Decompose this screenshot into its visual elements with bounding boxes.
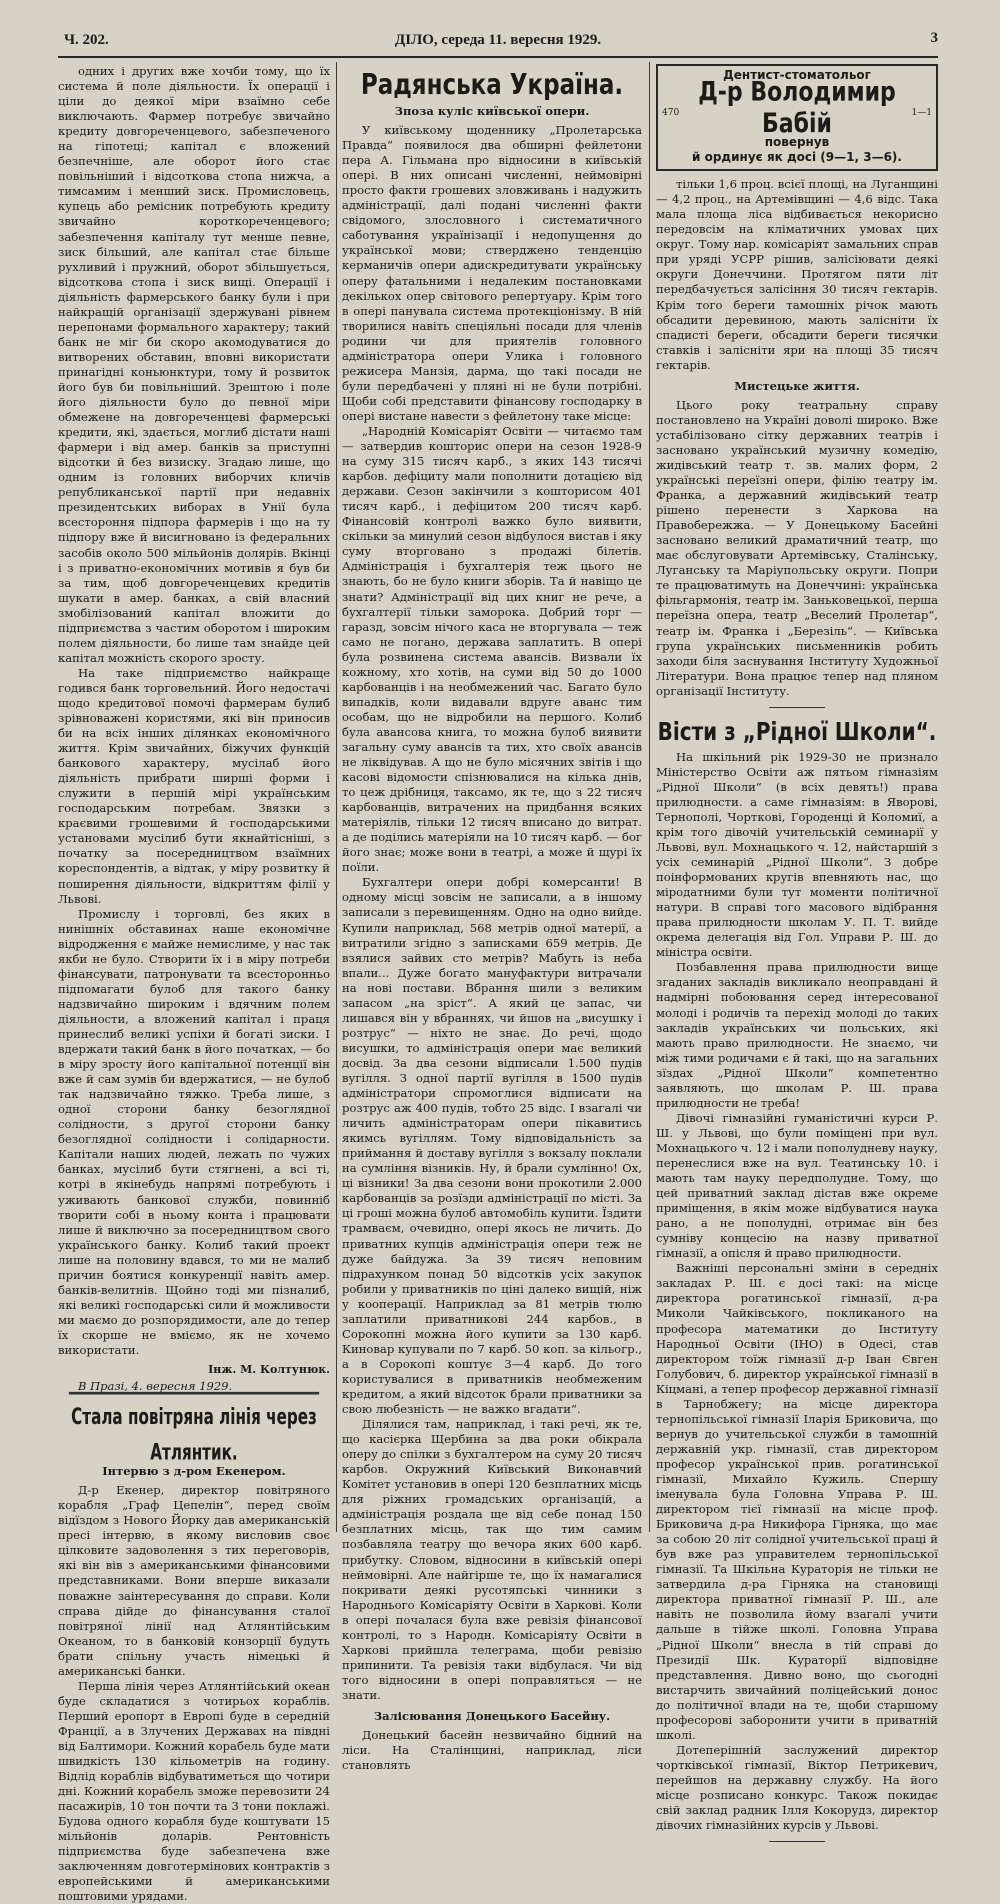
column-divider — [649, 62, 650, 1532]
section-title: Залісювання Донецького Басейну. — [373, 1708, 611, 1723]
article-paragraph: Д-р Екенер, директор повітряного корабля „Граф Цепелін“, перед своїм відїздом з Нового Йорку дав американській пресі інтервю, в якому висловив своє цілковите задоволення з тих переговорів, які він вів з американськими фінансовими представниками. Вони вперше виказали поважне заінтересування до справи. Коли справа дійде до фінансування сталої повітряної лінії над Атлянтійським Океаном, то в банковій конзорції будуть брати спільну участь німецькі й американські банки. — [58, 1483, 330, 1678]
article-paragraph: Цього року театральну справу постановлено на Україні доволі широко. Вже устабілізовано сітку державних театрів і засновано український музичну комедію, жидівський театр т. зв. малих форм, 2 українські переїзні опери, філію театру ім. Франка, а державний жидівський театр рішено перенести з Харкова на Правобережжа. — У Донецькому Басейні засновано великий драматичний театр, що має обслуговувати Артемівську, Сталінську, Луганську та Маріупольську округи. Попри те працюватимуть на Донеччині: українська фільгармонія, театр ім. Заньковецької, перша переїзна опера, театр „Веселий Пролетар“, театр ім. Франка і „Березіль“. — Київська група українських письменників робить заходи біля заснування Інституту Художньої Літератури. Вона працює тепер над пляном організації Інституту. — [656, 397, 938, 698]
article-paragraph: одних і других вже хочби тому, що їх система й поле діяльности. Їх операції і ціли до деякої міри взаїмно себе виключають. Фармер потребує звичайно кредиту довгореченцевого, забезпеченого на гіпотеці; капітал є вложений безпечніше, але оборот його стає повільніший і відсоткова стопа нижча, а тимсамим і менший зиск. Промисловець, купець або ремісник потребують кредиту звичайно короткореченцевого; забезпечення капіталу тут менше певне, зиск більший, але капітал стає більше рухливий і пружний, оборот збільшується, відсоткова стопа і зиск вищі. Операції і діяльність фармерського банку були і при найкращій організації здержувані рівнем перепонами формального характеру; такий банк не міг би скоро акомодуватися до витворених обставин, вповні використати принагідні коньюнктури, тому й розвиток його був би повільніший. Зрештою і поле його діяльности було до певної міри обмежене на довгореченцеві фармерські кредити, які, здається, моглиб дістати наші фармери і від амер. банків за приступні відсотки й без визиску. Згадаю лише, що одним із головних виборчих кличів републиканської партії при недавніх президентських виборах в Унії була всестороння підпора фармерів і що на ту підпору вже й висигновано із федеральних засобів около 500 мільйонів долярів. Вкінці і з приватно-економічних мотивів я був би за тим, щоб довгореченцевих кредитів шукати в амер. банках, а свій власний змобілізований капітал вложити до підприємства з частим оборотом і широким полем діяльности, бо лише там знайде цей капітал можність скорого зросту. — [58, 64, 330, 665]
article-subhead: Інтервю з д-ром Екенером. — [102, 1464, 286, 1479]
ad-number: 1—1 — [911, 108, 932, 118]
column-1 — [58, 64, 330, 1904]
article-paragraph: „Народній Комісаріят Освіти — читаємо там — затвердив кошторис опери на сезон 1928-9 на суму 315 тисяч карб., з яких 143 тисячі карбов. дефіциту мали пополнити дотацією від держави. Сезон закінчили з кошторисом 401 тисяч карб., і дефіцитом 200 тисяч карб. Фінансовій контролі важко було виявити, скільки за минулий сезон відбулося вистав і яку суму вторговано з продажі білетів. Адміністрація і бухгалтерія теж цього не знають, бо не було книги зборів. Та й навіщо це знати? Адміністрації від цих книг не рече, а бухгалтерії тільки заморока. Добрий торг — гаразд, зовсім нічого каса не вторгувала — теж само не погано, держава заплатить. В опері була розвинена система авансів. Визвали їх кожному, хто хотів, на суми від 50 до 1000 карбованців і на необмежений час. Багато було випадків, коли видавали вдруге аванс тим особам, що не відробили на першого. Колиб була авансова книга, то можна булоб виявити загальну суму авансів та тих, хто своїх авансів не ліквідував. А що не було місячних звітів і що касові відомости спізнювалися на кілька днів, то цеж дрібниця, таксамо, як те, що з 22 тисяч карбованців, витрачених на придбання всяких матеріялів, тільки 12 тисяч вписано до витрат. а де поділись матеріяли на 10 тисяч карб. — бог його знає; може вони в театрі, а може й щурі їх поїли. — [342, 423, 642, 875]
issue-number: Ч. 202. — [64, 32, 109, 48]
page-number: 3 — [930, 30, 938, 46]
article-headline: Радянська Україна. — [360, 68, 624, 102]
ad-number: 470 — [662, 108, 680, 118]
separator-rule — [769, 707, 825, 708]
article-paragraph: тільки 1,6 проц. всієї площі, на Луганщині — 4,2 проц., на Артемівщині — 4,6 відс. Така мала площа ліса відбивається некорисно передовсім на кліматичних умовах цих округ. Тому нар. комісаріят замальних справ при уряді УСРР рішив, залісіювати деякі округи Донеччини. Протягом пяти літ передбачується залісіння 30 тисяч гектарів. Крім того береги тамошніх річок мають обсадити деревиною, мають залісніти їх спадисті береги, обсадити береги тисячки ставків і залісніти яри на площі 35 тисяч гектарів. — [656, 177, 938, 372]
article-paragraph: Бухгалтери опери добрі комерсанти! В одному місці зовсім не записали, а в іншому записали з перевищенням. Одно на одно вийде. Купили наприклад, 568 метрів одної матерії, а витратили згідно з записками 659 метрів. Де взялися зайвих сто метрів? Мабуть із неба впали... Дуже богато мануфактури витрачали на нові постави. Вбрання шили з великим запасом „на зріст“. А який це запас, чи лишався він у вбраннях, чи йшов на „висушку і розтрус“ — ніхто не знає. До речі, щодо висушки, то адміністрація опери має великий досвід. За два сезони відписали 1.500 пудів вугілля. З одної партії вугілля в 1500 пудів адміністратори спромоглися відписати на розтрус аж 400 пудів, тобто 25 відс. І взагалі чи личить адміністраторам опери пікавитись якимсь вугіллям. Тому відповідальність за приймання й доставу вугілля з вокзалу поклали на сумління візників. Ну, й брали сумлінно! Ох, ці візники! За два сезони вони прокотили 2.000 карбованців за розїзди адміністрації по місті. За ці гроші можна булоб автомобіль купити. Їздити трамваєм, очевидно, опері якось не личить. До приватних купців адміністрація опери теж не дуже байдужа. За 39 тисяч неповним підрахунком понад 50 відсотків усіх закупок робили у приватників по ціні далеко вищій, ніж у кооперації. Наприклад за 81 метрів тюлю заплатили приватникові 244 карбов., в Сорокопні можна його купити за 130 карб. Киновар купували по 7 карб. 50 коп. за кільогр., а в Сорокопі коштує 3—4 карб. До того користувалися в приватників необмеженим кредитом, а який відсоток брали приватники за свою любезність — не важко вгадати“. — [342, 875, 642, 1417]
article-paragraph: Дівочі гімназійні гуманістичні курси Р. Ш. у Львові, що були поміщені при вул. Мохнацького ч. 12 і мали пополудневу науку, перенеслися вже на вул. Театинську 10. і мають там науку передполудне. Тому, що цей приватний заклад дістав вже окреме приміщення, в якім може відбуватися наука рано, а не пополудні, отримає він без сумніву концесію на назву приватної гімназії, а опісля й право прилюдности. — [656, 1110, 938, 1261]
masthead-rule — [58, 56, 938, 58]
article-paragraph: Донецький басейн незвичайно бідний на ліси. На Сталінщині, наприклад, ліси становлять — [342, 1728, 642, 1773]
ad-line: й ординує як досі (9—1, 3—6). — [692, 150, 902, 165]
ad-kicker: Дентист-стоматольог — [723, 68, 871, 82]
article-paragraph: Дотеперішній заслужений директор чортківської гімназії, Віктор Петрикевич, перейшов на державну службу. На його місце розписано конкурс. Також покидає свій заклад радник Ілля Кокорудз, директор дівочих гімназійних курсів у Львові. — [656, 1742, 938, 1833]
article-headline: Вісти з „Рідної Школи“. — [657, 715, 937, 746]
dateline: В Празі, 4. вересня 1929. — [78, 1379, 233, 1394]
article-headline: Стала повітряна лінія через Атлянтик. — [69, 1392, 319, 1470]
article-paragraph: На таке підприємство найкраще годився банк торговельний. Його недостачі щодо кредитової помочі фармерам булиб зрівноважені користями, які він приносив би на всіх інших ділянках економічного життя. Крім звичайних, біжучих функцій банкового характеру, мусілаб його діяльність прибрати ширші форми і служити в першій мірі українським господарським потребам. Звязки з краєвими грошевими й господарськими установами мусілиб бути якнайтісніші, з початку за посередництвом взаїмних кореспондентів, а відтак, у міру розвитку й поширення діяльности, відкриттям філії у Львові. — [58, 665, 330, 906]
ad-name: Д-р Володимир Бабій — [698, 77, 896, 140]
article-paragraph: На шкільний рік 1929-30 не признало Міністерство Освіти аж пятьом гімназіям „Рідної Школи“ (в всіх девять!) права прилюдности. а саме гімназіям: в Яворові, Тернополі, Чорткові, Городенці й Коломиї, а крім того дівочій учительській семинарії у Львові, вул. Мохнацького ч. 12, найстаршій з усіх семинарій „Рідної Школи“. З добре поінформованих кругів впевняють нас, що міродатними були тут моменти політичної натури. В справі того масового відібрання права прилюдности школам У. П. Т. вийде окрема делегація від Гол. Управи Р. Ш. до міністра освіти. — [656, 749, 938, 960]
advertisement-box — [656, 64, 938, 171]
article-paragraph: Позбавлення права прилюдности вище згаданих закладів викликало неоправдані й надмірні побоювання серед інтересованої молоді і родичів та перехід молоді до таких закладів українських чи польських, які мають право прилюдности. Не знаємо, чи між тими родичами є й такі, що на загальних зїздах „Рідної Школи“ компетентно заявляють, що школам Р. Ш. права прилюдности не треба! — [656, 960, 938, 1110]
column-divider — [336, 62, 337, 1532]
ad-line: повернув — [764, 135, 830, 150]
section-title: Мистецьке життя. — [734, 378, 860, 393]
column-2 — [342, 64, 642, 1773]
separator-rule — [769, 1841, 825, 1842]
masthead-title: ДІЛО, середа 11. вересня 1929. — [394, 32, 602, 48]
masthead — [58, 30, 938, 52]
article-paragraph: Ділялися там, наприклад, і такі речі, як те, що касієрка Щербина за два роки обікрала оперу до спілки з бухгалтером на суму 20 тисяч карбов. Окружний Київський Виконавчий Комітет установив в опері 120 безплатних місць для ріжних громадських організацій, а адміністрація роздала ще від себе понад 150 безплатних місць, так що тим самим позбавляла театру що вечора яких 600 карб. прибутку. Словом, відносини в київській опері неймовірні. Але найгірше те, що їх намагалися покривати деякі русотяпські чинники з Народнього Комісаріяту Освіти в Харкові. Коли в опері почалася була вже ревізія фінансової контролі, то з Народн. Комісаріяту Освіти в Харкові прийшла телеграма, щоби ревізію припинити. Та ревізія таки відбулася. Чи від того відносини в опері поправляться — не знати. — [342, 1417, 642, 1702]
article-subhead: Зпоза куліс київської опери. — [394, 104, 590, 118]
article-paragraph: У київському щоденнику „Пролетарська Правда“ появилося два обширні фейлетони пера А. Гільмана про відносини в київській опері. В них описані численні, неймовірні просто факти грошевих зловживань і надужить адміністрації, далі подані численні факти свідомого, злословного і систематичного саботування українізації і недопущення до української мови; стверджено тенденцію керманичів опери адискредитувати українську оперу фатальними і недалеким постановками декількох опер світового репертуару. Крім того в опері панувала система протекціонізму. В ній творилися навіть спеціяльні посади для членів родини чи для приятелів головного адміністратора опери Улика і головного режисера Манзія, дарма, що такі посади не були передбачені у пляні ні не були потрібні. Щоби собі представити фінансову господарку в опері вистане навести з фейлетону таке місце: — [342, 123, 642, 423]
article-paragraph: Важніші персональні зміни в середніх закладах Р. Ш. є досі такі: на місце директора рогатинської гімназії, д-ра Миколи Чайківського, покликаного на професора математики до Інституту Народньої Освіти (ІНО) в Одесі, став директором тоїж гімназії д-р Іван Євген Голубович, б. директор української гімназії в Кіцмані, а тепер професор державної гімназії в Тарнобжегу; на місце директора тернопільської гімназії Іларія Бриковича, що вернув до учительської служби в тамошній державній укр. гімназії, став директором професор української прив. рогатинської гімназії, Михайло Кужиль. Спершу іменувала була Головна Управа Р. Ш. директором тієї гімназії на місце проф. Бриковича д-ра Никифора Гірняка, що має за собою 20 літ солідної учительської праці й був вже раз управителем тернопільської гімназії. Та Шкільна Кураторія не тільки не затвердила д-ра Гірняка на становищі директора приватної гімназії Р. Ш., але навіть не позволила йому взагалі учити дальше в тійже школі. Головна Управа „Рідної Школи“ внесла в тій справі до Президії Шк. Кураторії відповідне представлення. Дивно воно, що сьогодні вистарчить звичайний поліцейський донос до політичної влади на те, щоби старшому професорові заборонити учити в приватній школі. — [656, 1261, 938, 1742]
column-3 — [656, 64, 938, 1833]
article-paragraph: Промислу і торговлі, без яких в нинішніх обставинах наше економічне відродження є майже немислиме, у нас так якби не було. Створити їх і в міру потреби фінансувати, патронувати та всесторонньо підпомагати булоб для такого банку надзвичайно широким і вдячним полем діяльности, а вложений капітал і праця принеслиб великі успіхи й богаті зиски. І вдержати такий банк в його початках, — бо в міру зросту його капітальної потенції він вже й сам зумів би вдержатися, — не булоб так надзвичайно тяжко. Треба лише, з одної сторони банку безоглядної солідности, з другої сторони банку безоглядної солідности і солідарности. Капітали наших людей, лежать по чужих банках, мусілиб бути стягнені, а всі ті, котрі в якінебудь напрямі потребують і уживають банкової служби, повинніб творити собі в ньому конта і працювати лише й виключно за посередництвом свого українського банку. Колиб такий проект лише на половину вдався, то ми не малиб причин боятися конкуренції навіть амер. банків-велитнів. Щойно тоді ми пізналиб, які великі господарські сили й можливости ми маємо до розпорядимости, але до тепер їх скорше не вміємо, як не хочемо використати. — [58, 906, 330, 1357]
article-paragraph: Перша лінія через Атлянтійський океан буде складатися з чотирьох кораблів. Перший еропорт в Европі буде в середній Франції, а в Злучених Державах на півдні від Балтимори. Кожний корабель буде мати швидкість 130 кільометрів на годину. Відлід кораблів відбуватиметься що чотири дні. Кожний корабель зможе перевозити 24 пасажирів, 10 тон почти та 3 тони поклажі. Будова одного корабля буде коштувати 15 мільйонів доларів. Рентовність підприємства буде забезпечена вже заключенням довготермінових контрактів з европейськими й американськими поштовими урядами. — [58, 1678, 330, 1904]
author-signature: Інж. М. Колтунюк. — [208, 1363, 330, 1377]
